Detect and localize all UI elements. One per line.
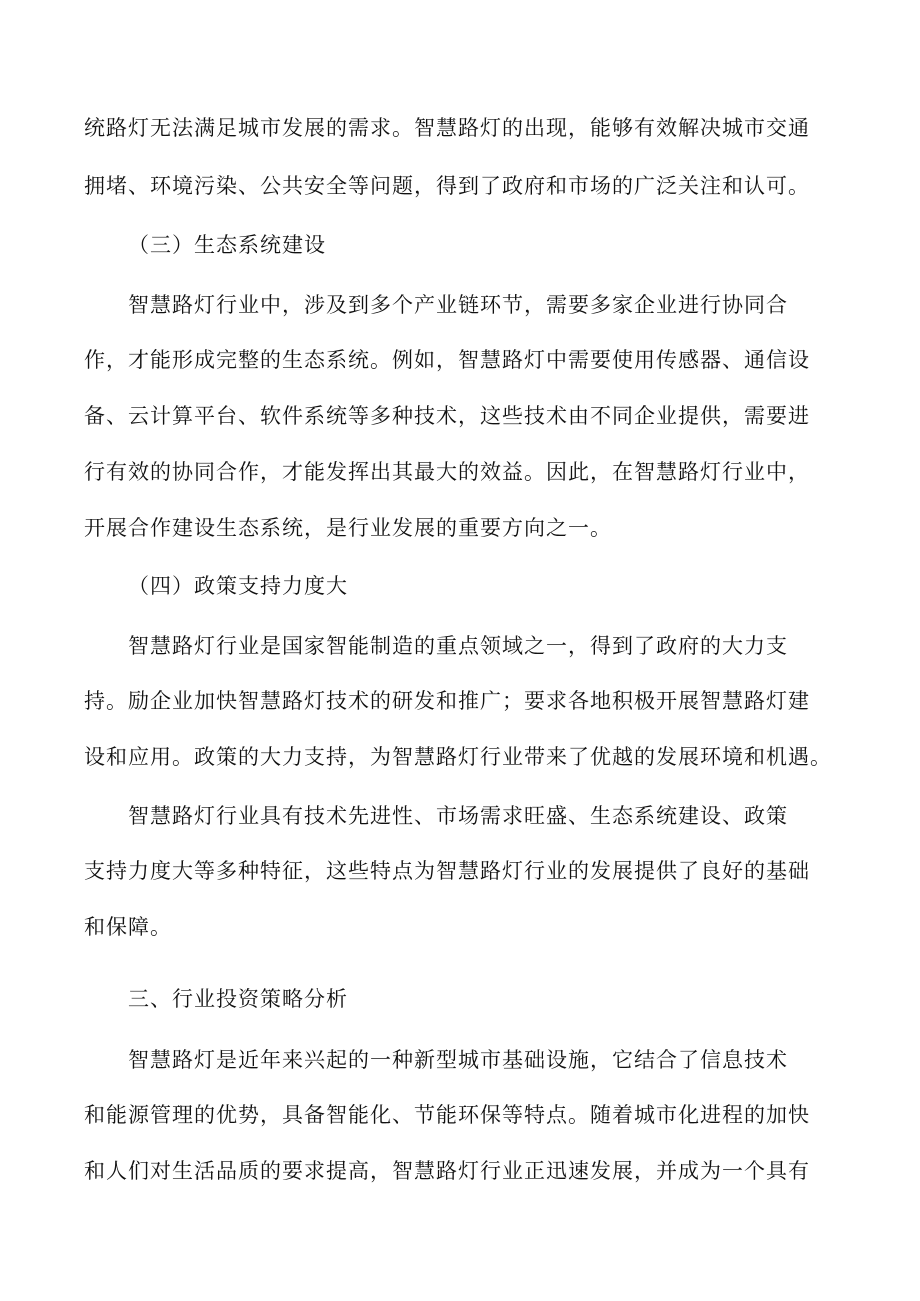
text-line: 行有效的协同合作，才能发挥出其最大的效益。因此，在智慧路灯行业中， [84, 460, 810, 484]
text-line: 统路灯无法满足城市发展的需求。智慧路灯的出现，能够有效解决城市交通 [84, 116, 810, 140]
text-line: 持。励企业加快智慧路灯技术的研发和推广；要求各地积极开展智慧路灯建 [84, 689, 810, 713]
text-line: 备、云计算平台、软件系统等多种技术，这些技术由不同企业提供，需要进 [84, 404, 810, 428]
text-line: 智慧路灯行业是国家智能制造的重点领域之一，得到了政府的大力支 [128, 634, 788, 658]
text-line: 拥堵、环境污染、公共安全等问题，得到了政府和市场的广泛关注和认可。 [84, 174, 810, 198]
text-line: 和能源管理的优势，具备智能化、节能环保等特点。随着城市化进程的加快 [84, 1103, 810, 1127]
text-line: 智慧路灯行业中，涉及到多个产业链环节，需要多家企业进行协同合 [128, 293, 788, 317]
paragraph-urban-needs [84, 111, 836, 203]
text-line: 支持力度大等多种特征，这些特点为智慧路灯行业的发展提供了良好的基础 [84, 859, 810, 883]
text-line: 智慧路灯行业具有技术先进性、市场需求旺盛、生态系统建设、政策 [128, 804, 788, 828]
paragraph-ecosystem [84, 288, 836, 545]
paragraph-investment [84, 1043, 836, 1188]
text-line: 设和应用。政策的大力支持，为智慧路灯行业带来了优越的发展环境和机遇。 [84, 745, 832, 769]
subheading-ecosystem: （三）生态系统建设 [128, 233, 326, 257]
subheading-policy: （四）政策支持力度大 [128, 574, 348, 598]
text-line: 和人们对生活品质的要求提高，智慧路灯行业正迅速发展，并成为一个具有 [84, 1159, 810, 1183]
section-heading-investment: 三、行业投资策略分析 [128, 987, 348, 1011]
text-line: 和保障。 [84, 915, 172, 939]
text-line: 智慧路灯是近年来兴起的一种新型城市基础设施，它结合了信息技术 [128, 1048, 788, 1072]
text-line: 开展合作建设生态系统，是行业发展的重要方向之一。 [84, 516, 612, 540]
paragraph-summary [84, 799, 836, 944]
text-line: 作，才能形成完整的生态系统。例如，智慧路灯中需要使用传感器、通信设 [84, 348, 810, 372]
paragraph-policy [84, 629, 836, 774]
